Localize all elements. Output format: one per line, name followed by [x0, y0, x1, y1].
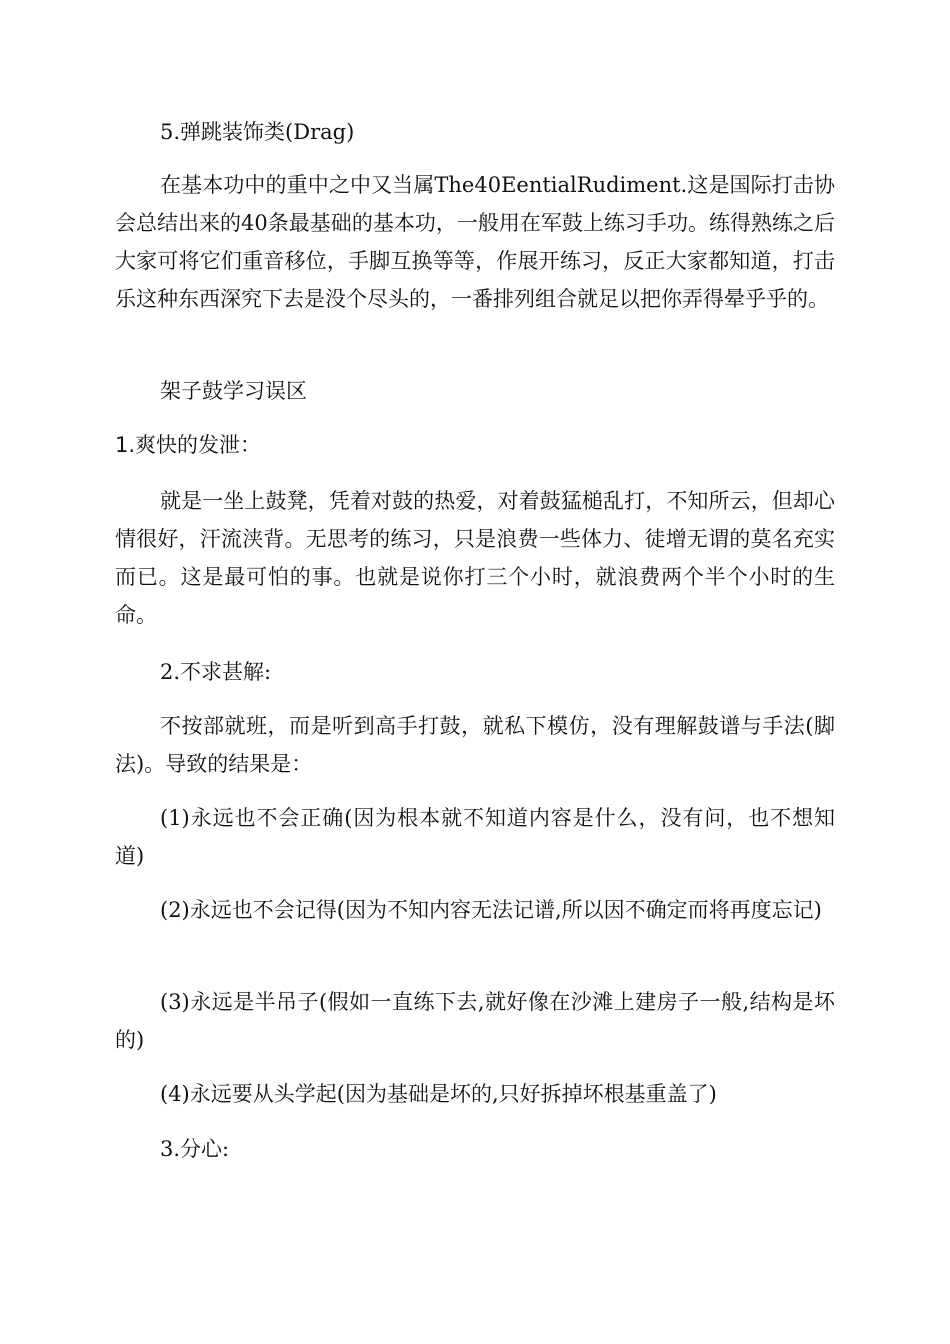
mistake-heading-2: 2.不求甚解: [160, 660, 272, 684]
paragraph-mistake-2: 不按部就班，而是听到高手打鼓，就私下模仿，没有理解鼓谱与手法(脚法)。导致的结果是： [115, 714, 835, 776]
list-item-1: (1)永远也不会正确(因为根本就不知道内容是什么，没有问，也不想知道) [115, 806, 835, 868]
paragraph-mistake-1: 就是一坐上鼓凳，凭着对鼓的热爱，对着鼓猛槌乱打，不知所云，但却心情很好，汗流浃背。无思考的练习，只是浪费一些体力、徒增无谓的莫名充实而已。这是最可怕的事。也就是说你打三个小时，就浪费两个半个小时的生命。 [115, 489, 835, 627]
section-heading-mistakes: 架子鼓学习误区 [160, 379, 307, 403]
mistake-heading-1: 1.爽快的发泄： [115, 433, 262, 457]
list-item-3: (3)永远是半吊子(假如一直练下去,就好像在沙滩上建房子一般,结构是坏的) [115, 990, 835, 1052]
mistake-heading-3: 3.分心: [160, 1137, 230, 1161]
list-item-2: (2)永远也不会记得(因为不知内容无法记谱,所以因不确定而将再度忘记) [160, 898, 822, 922]
list-item-4: (4)永远要从头学起(因为基础是坏的,只好拆掉坏根基重盖了) [160, 1082, 717, 1106]
paragraph-rudiments: 在基本功中的重中之中又当属The40EentialRudiment.这是国际打击协会总结出来的40条最基础的基本功，一般用在军鼓上练习手功。练得熟练之后大家可将它们重音移位，手脚互换等等，作展开练习，反正大家都知道，打击乐这种东西深究下去是没个尽头的，一番排列组合就足以把你弄得晕乎乎的。 [115, 173, 835, 311]
section-heading-drag: 5.弹跳装饰类(Drag) [160, 120, 355, 144]
